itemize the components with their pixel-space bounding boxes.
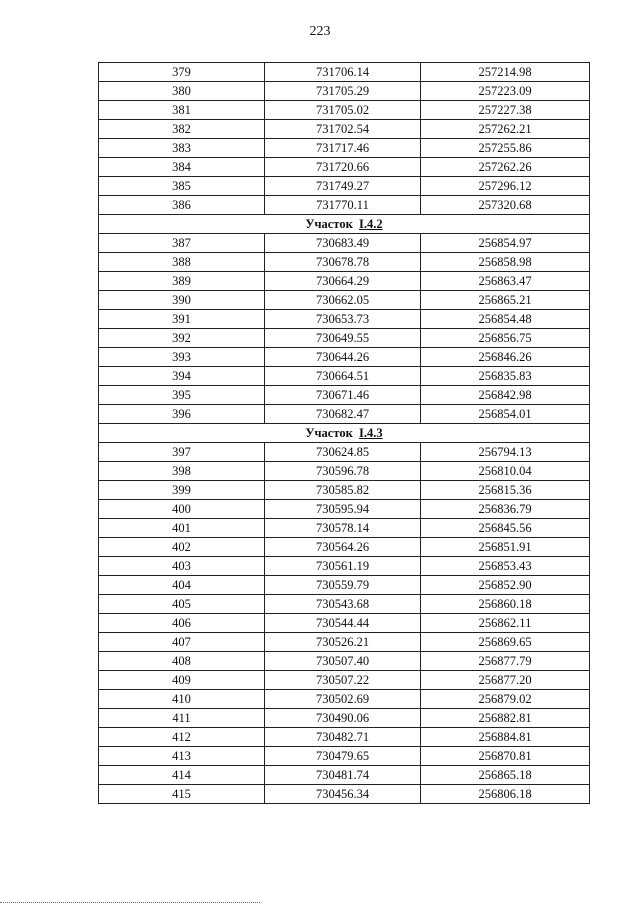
table-row <box>99 139 590 158</box>
point-number-cell: 412 <box>99 728 265 747</box>
table-row <box>99 101 590 120</box>
y-coordinate-cell: 256854.97 <box>421 234 590 253</box>
point-number-cell: 391 <box>99 310 265 329</box>
point-number-cell: 393 <box>99 348 265 367</box>
point-number-cell: 409 <box>99 671 265 690</box>
x-coordinate-cell: 730585.82 <box>265 481 421 500</box>
x-coordinate-cell: 731720.66 <box>265 158 421 177</box>
point-number-cell: 403 <box>99 557 265 576</box>
point-number-cell: 392 <box>99 329 265 348</box>
table-row <box>99 443 590 462</box>
x-coordinate-cell: 731706.14 <box>265 63 421 82</box>
point-number-cell: 388 <box>99 253 265 272</box>
table-row <box>99 63 590 82</box>
point-number-cell: 411 <box>99 709 265 728</box>
section-header <box>99 215 590 234</box>
table-row <box>99 557 590 576</box>
x-coordinate-cell: 730502.69 <box>265 690 421 709</box>
table-row <box>99 291 590 310</box>
x-coordinate-cell: 730671.46 <box>265 386 421 405</box>
y-coordinate-cell: 257320.68 <box>421 196 590 215</box>
x-coordinate-cell: 730561.19 <box>265 557 421 576</box>
x-coordinate-cell: 730482.71 <box>265 728 421 747</box>
table-row <box>99 310 590 329</box>
y-coordinate-cell: 256865.21 <box>421 291 590 310</box>
table-row <box>99 405 590 424</box>
x-coordinate-cell: 730664.51 <box>265 367 421 386</box>
x-coordinate-cell: 731717.46 <box>265 139 421 158</box>
y-coordinate-cell: 256862.11 <box>421 614 590 633</box>
table-row <box>99 481 590 500</box>
table-row <box>99 500 590 519</box>
y-coordinate-cell: 256879.02 <box>421 690 590 709</box>
x-coordinate-cell: 730564.26 <box>265 538 421 557</box>
table-row <box>99 272 590 291</box>
section-header <box>99 424 590 443</box>
y-coordinate-cell: 256858.98 <box>421 253 590 272</box>
y-coordinate-cell: 256810.04 <box>421 462 590 481</box>
x-coordinate-cell: 730543.68 <box>265 595 421 614</box>
x-coordinate-cell: 730595.94 <box>265 500 421 519</box>
x-coordinate-cell: 730481.74 <box>265 766 421 785</box>
y-coordinate-cell: 256851.91 <box>421 538 590 557</box>
x-coordinate-cell: 730662.05 <box>265 291 421 310</box>
y-coordinate-cell: 256860.18 <box>421 595 590 614</box>
x-coordinate-cell: 730678.78 <box>265 253 421 272</box>
section-code: I.4.2 <box>359 217 383 231</box>
point-number-cell: 386 <box>99 196 265 215</box>
y-coordinate-cell: 256853.43 <box>421 557 590 576</box>
x-coordinate-cell: 730456.34 <box>265 785 421 804</box>
x-coordinate-cell: 730664.29 <box>265 272 421 291</box>
y-coordinate-cell: 256806.18 <box>421 785 590 804</box>
y-coordinate-cell: 257255.86 <box>421 139 590 158</box>
y-coordinate-cell: 256835.83 <box>421 367 590 386</box>
point-number-cell: 404 <box>99 576 265 595</box>
y-coordinate-cell: 256869.65 <box>421 633 590 652</box>
table-row <box>99 595 590 614</box>
point-number-cell: 407 <box>99 633 265 652</box>
point-number-cell: 415 <box>99 785 265 804</box>
table-row <box>99 158 590 177</box>
y-coordinate-cell: 256854.48 <box>421 310 590 329</box>
section-header-row <box>99 215 590 234</box>
x-coordinate-cell: 730644.26 <box>265 348 421 367</box>
table-group-b <box>99 234 590 424</box>
table-row <box>99 576 590 595</box>
y-coordinate-cell: 257227.38 <box>421 101 590 120</box>
point-number-cell: 396 <box>99 405 265 424</box>
point-number-cell: 405 <box>99 595 265 614</box>
y-coordinate-cell: 256842.98 <box>421 386 590 405</box>
table-row <box>99 785 590 804</box>
table-row <box>99 538 590 557</box>
y-coordinate-cell: 257262.21 <box>421 120 590 139</box>
x-coordinate-cell: 731702.54 <box>265 120 421 139</box>
point-number-cell: 410 <box>99 690 265 709</box>
point-number-cell: 390 <box>99 291 265 310</box>
point-number-cell: 399 <box>99 481 265 500</box>
y-coordinate-cell: 257262.26 <box>421 158 590 177</box>
y-coordinate-cell: 256854.01 <box>421 405 590 424</box>
point-number-cell: 408 <box>99 652 265 671</box>
y-coordinate-cell: 257214.98 <box>421 63 590 82</box>
point-number-cell: 414 <box>99 766 265 785</box>
table-row <box>99 329 590 348</box>
table-row <box>99 747 590 766</box>
point-number-cell: 402 <box>99 538 265 557</box>
table-row <box>99 120 590 139</box>
y-coordinate-cell: 257223.09 <box>421 82 590 101</box>
y-coordinate-cell: 256852.90 <box>421 576 590 595</box>
x-coordinate-cell: 730683.49 <box>265 234 421 253</box>
point-number-cell: 401 <box>99 519 265 538</box>
point-number-cell: 406 <box>99 614 265 633</box>
table-row <box>99 652 590 671</box>
x-coordinate-cell: 731749.27 <box>265 177 421 196</box>
point-number-cell: 383 <box>99 139 265 158</box>
table-row <box>99 709 590 728</box>
table-group-a <box>99 63 590 215</box>
section-header-row <box>99 424 590 443</box>
x-coordinate-cell: 730479.65 <box>265 747 421 766</box>
point-number-cell: 397 <box>99 443 265 462</box>
table-row <box>99 386 590 405</box>
section-header-group <box>99 215 590 234</box>
table-row <box>99 766 590 785</box>
point-number-cell: 385 <box>99 177 265 196</box>
x-coordinate-cell: 730559.79 <box>265 576 421 595</box>
x-coordinate-cell: 731770.11 <box>265 196 421 215</box>
point-number-cell: 381 <box>99 101 265 120</box>
x-coordinate-cell: 730544.44 <box>265 614 421 633</box>
y-coordinate-cell: 257296.12 <box>421 177 590 196</box>
table-row <box>99 728 590 747</box>
x-coordinate-cell: 730507.40 <box>265 652 421 671</box>
point-number-cell: 413 <box>99 747 265 766</box>
point-number-cell: 384 <box>99 158 265 177</box>
y-coordinate-cell: 256794.13 <box>421 443 590 462</box>
point-number-cell: 380 <box>99 82 265 101</box>
x-coordinate-cell: 730596.78 <box>265 462 421 481</box>
x-coordinate-cell: 730624.85 <box>265 443 421 462</box>
table-row <box>99 82 590 101</box>
table-row <box>99 234 590 253</box>
x-coordinate-cell: 730649.55 <box>265 329 421 348</box>
table-row <box>99 348 590 367</box>
section-word: Участок <box>305 426 353 440</box>
point-number-cell: 400 <box>99 500 265 519</box>
table-row <box>99 671 590 690</box>
x-coordinate-cell: 731705.02 <box>265 101 421 120</box>
table-row <box>99 367 590 386</box>
x-coordinate-cell: 730490.06 <box>265 709 421 728</box>
table-row <box>99 614 590 633</box>
section-code: I.4.3 <box>359 426 383 440</box>
x-coordinate-cell: 730682.47 <box>265 405 421 424</box>
point-number-cell: 394 <box>99 367 265 386</box>
bottom-dotted-line <box>0 902 260 903</box>
y-coordinate-cell: 256870.81 <box>421 747 590 766</box>
x-coordinate-cell: 730507.22 <box>265 671 421 690</box>
point-number-cell: 387 <box>99 234 265 253</box>
point-number-cell: 382 <box>99 120 265 139</box>
page-number: 223 <box>309 24 331 39</box>
point-number-cell: 389 <box>99 272 265 291</box>
table-row <box>99 519 590 538</box>
y-coordinate-cell: 256884.81 <box>421 728 590 747</box>
table-row <box>99 177 590 196</box>
x-coordinate-cell: 730578.14 <box>265 519 421 538</box>
x-coordinate-cell: 731705.29 <box>265 82 421 101</box>
table-row <box>99 690 590 709</box>
y-coordinate-cell: 256863.47 <box>421 272 590 291</box>
x-coordinate-cell: 730653.73 <box>265 310 421 329</box>
table-group-c <box>99 443 590 804</box>
coordinates-table <box>98 62 590 804</box>
table-row <box>99 633 590 652</box>
table-row <box>99 196 590 215</box>
y-coordinate-cell: 256882.81 <box>421 709 590 728</box>
y-coordinate-cell: 256865.18 <box>421 766 590 785</box>
table-row <box>99 462 590 481</box>
y-coordinate-cell: 256856.75 <box>421 329 590 348</box>
y-coordinate-cell: 256836.79 <box>421 500 590 519</box>
y-coordinate-cell: 256846.26 <box>421 348 590 367</box>
y-coordinate-cell: 256845.56 <box>421 519 590 538</box>
y-coordinate-cell: 256877.79 <box>421 652 590 671</box>
y-coordinate-cell: 256815.36 <box>421 481 590 500</box>
point-number-cell: 398 <box>99 462 265 481</box>
table-row <box>99 253 590 272</box>
section-word: Участок <box>305 217 353 231</box>
point-number-cell: 379 <box>99 63 265 82</box>
section-header-group <box>99 424 590 443</box>
y-coordinate-cell: 256877.20 <box>421 671 590 690</box>
x-coordinate-cell: 730526.21 <box>265 633 421 652</box>
point-number-cell: 395 <box>99 386 265 405</box>
